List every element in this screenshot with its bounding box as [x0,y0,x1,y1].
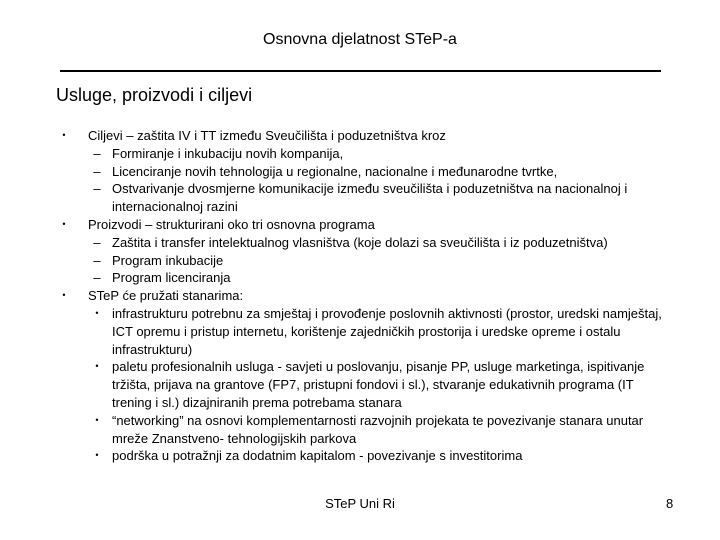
bullet-text: Ciljevi – zaštita IV i TT između Sveučilišta i poduzetništva kroz [88,128,446,143]
bullet-item [56,287,676,305]
slide-title: Osnovna djelatnost STeP-a [263,31,457,48]
bullet-icon: • [62,218,66,229]
sub-item-text: “networking” na osnovi komplementarnosti razvojnih projekata te povezivanje stanara unutar mreže Znanstveno- tehnologijskih parkova [112,412,644,446]
dash-icon: – [93,270,101,286]
sub-item [56,269,676,287]
title-divider [60,70,661,72]
bullet-icon: • [62,290,66,301]
sub-item-text: Licenciranje novih tehnologija u regionalne, nacionalne i međunarodne tvrtke, [112,163,558,179]
sub-item [56,180,676,216]
dash-icon: – [93,234,101,250]
sub-item-text: paletu profesionalnih usluga - savjeti u poslovanju, pisanje PP, usluge marketinga, ispitivanje tržišta, prijava na grantove (FP7, pristupni fondovi i sl.), stvaranje edukativnih programa (IT trening i sl.) dizajniranih prema potrebama stanara [112,359,645,410]
dash-icon: – [93,181,101,197]
dash-icon: – [93,252,101,268]
slide-subtitle: Usluge, proizvodi i ciljevi [56,85,253,105]
sub-item-text: infrastrukturu potrebnu za smještaj i provođenje poslovnih aktivnosti (prostor, uredski namještaj, ICT opremu i pristup internetu, korištenje zajedničkih prostorija i uredske opreme i ostalu infrastrukturu) [112,305,662,357]
bullet-icon: • [95,414,99,425]
bullet-item [56,216,676,234]
sub-item [56,447,676,465]
dash-icon: – [93,145,101,161]
sub-item-text: podrška u potražnji za dodatnim kapitalom - povezivanje s investitorima [112,448,523,464]
sub-item [56,252,676,270]
bullet-item [56,127,676,145]
dash-icon: – [93,163,101,179]
sub-item-text: Program licenciranja [112,270,231,286]
bullet-icon: • [95,307,99,318]
bullet-list [56,127,676,465]
sub-item [56,145,676,163]
sub-item [56,412,676,448]
sub-item-text: Zaštita i transfer intelektualnog vlasništva (koje dolazi sa sveučilišta i iz poduzetništva) [112,234,608,250]
sub-item-text: Formiranje i inkubaciju novih kompanija, [112,145,344,161]
sub-item [56,358,676,411]
sub-item [56,234,676,252]
sub-item-text: Program inkubacije [112,252,224,268]
sub-item-text: Ostvarivanje dvosmjerne komunikacije između sveučilišta i poduzetništva na nacionalnoj i internacionalnoj razini [112,181,628,215]
page-number: 8 [666,496,674,511]
bullet-text: Proizvodi – strukturirani oko tri osnovna programa [88,216,375,232]
bullet-icon: • [95,450,99,461]
sub-item [56,163,676,181]
footer-text: STeP Uni Ri [325,496,395,511]
bullet-text: STeP će pružati stanarima: [88,288,244,304]
sub-item [56,305,676,358]
bullet-icon: • [62,130,66,140]
bullet-icon: • [95,361,99,372]
